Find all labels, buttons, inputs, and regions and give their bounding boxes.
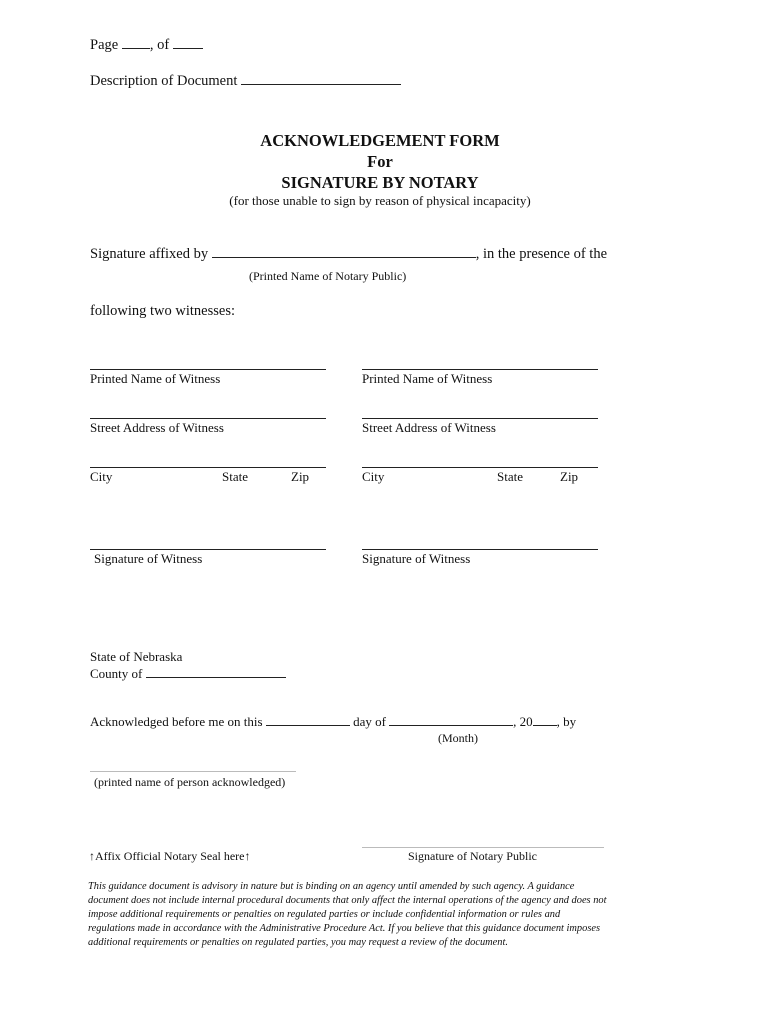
month-caption: (Month) (438, 731, 478, 745)
page-number-field[interactable] (122, 36, 150, 49)
notary-name-caption: (Printed Name of Notary Public) (249, 269, 407, 283)
witness2-signature-label: Signature of Witness (362, 551, 471, 566)
description-line (90, 72, 401, 90)
notary-printed-name-field[interactable] (212, 245, 476, 258)
witness2-name-line[interactable] (362, 369, 598, 370)
guidance-disclaimer: This guidance document is advisory in nature but is binding on an agency until amended by such agency. A guidance document does not include internal procedural documents that only affect the internal operations of the agency and does not impose additional requirements or penalties on regulated parties or include confidential information or rules and regulations made in accordance with the Administrative Procedure Act. If you believe that this guidance document imposes additional requirements or penalties on regulated parties, you may request a review of the document. (88, 881, 607, 948)
page-number-line (90, 36, 203, 54)
form-title-notary: SIGNATURE BY NOTARY (281, 173, 479, 192)
witness1-city-line[interactable] (90, 467, 326, 468)
witness1-zip-label: Zip (291, 469, 310, 484)
form-title: ACKNOWLEDGEMENT FORM (260, 131, 500, 150)
by-label: , by (556, 714, 577, 729)
acknowledged-label: Acknowledged before me on this (90, 714, 263, 729)
year-field[interactable] (533, 715, 557, 726)
witness2-name-label: Printed Name of Witness (362, 371, 493, 386)
notary-signature-line[interactable] (362, 847, 604, 848)
witnesses-intro: following two witnesses: (90, 303, 235, 319)
form-subtitle: (for those unable to sign by reason of physical incapacity) (229, 193, 531, 208)
signature-affixed-label: Signature affixed by (90, 246, 209, 262)
witness1-signature-label: Signature of Witness (94, 551, 203, 566)
acknowledged-person-caption: (printed name of person acknowledged) (94, 775, 286, 789)
witness2-state-label: State (497, 469, 523, 484)
day-field[interactable] (266, 715, 350, 726)
year-prefix-label: , 20 (513, 714, 533, 729)
venue-county-line (90, 666, 286, 682)
witness1-state-label: State (222, 469, 248, 484)
day-of-label: day of (353, 714, 386, 729)
month-field[interactable] (389, 715, 513, 726)
county-field[interactable] (146, 667, 286, 678)
witness2-city-label: City (362, 469, 385, 484)
acknowledged-person-line[interactable] (90, 771, 296, 772)
acknowledged-line (90, 714, 576, 730)
witness2-signature-line[interactable] (362, 549, 598, 550)
page-label: Page (90, 37, 119, 53)
witness2-zip-label: Zip (560, 469, 579, 484)
signature-affixed-line (90, 245, 607, 263)
witness1-city-label: City (90, 469, 113, 484)
description-label: Description of Document (90, 73, 238, 89)
venue-state: State of Nebraska (90, 649, 183, 664)
page-total-field[interactable] (173, 36, 203, 49)
witness1-name-line[interactable] (90, 369, 326, 370)
witness1-street-line[interactable] (90, 418, 326, 419)
witness2-street-line[interactable] (362, 418, 598, 419)
notary-seal-note: ↑Affix Official Notary Seal here↑ (89, 849, 251, 863)
presence-label: , in the presence of the (475, 246, 608, 262)
witness2-street-label: Street Address of Witness (362, 420, 496, 435)
witness1-name-label: Printed Name of Witness (90, 371, 221, 386)
county-label: County of (90, 666, 143, 681)
witness2-city-line[interactable] (362, 467, 598, 468)
witness1-signature-line[interactable] (90, 549, 326, 550)
form-title-for: For (367, 152, 393, 171)
witness1-street-label: Street Address of Witness (90, 420, 224, 435)
description-field[interactable] (241, 72, 401, 85)
notary-signature-label: Signature of Notary Public (408, 849, 537, 863)
page-of-label: , of (149, 37, 170, 53)
